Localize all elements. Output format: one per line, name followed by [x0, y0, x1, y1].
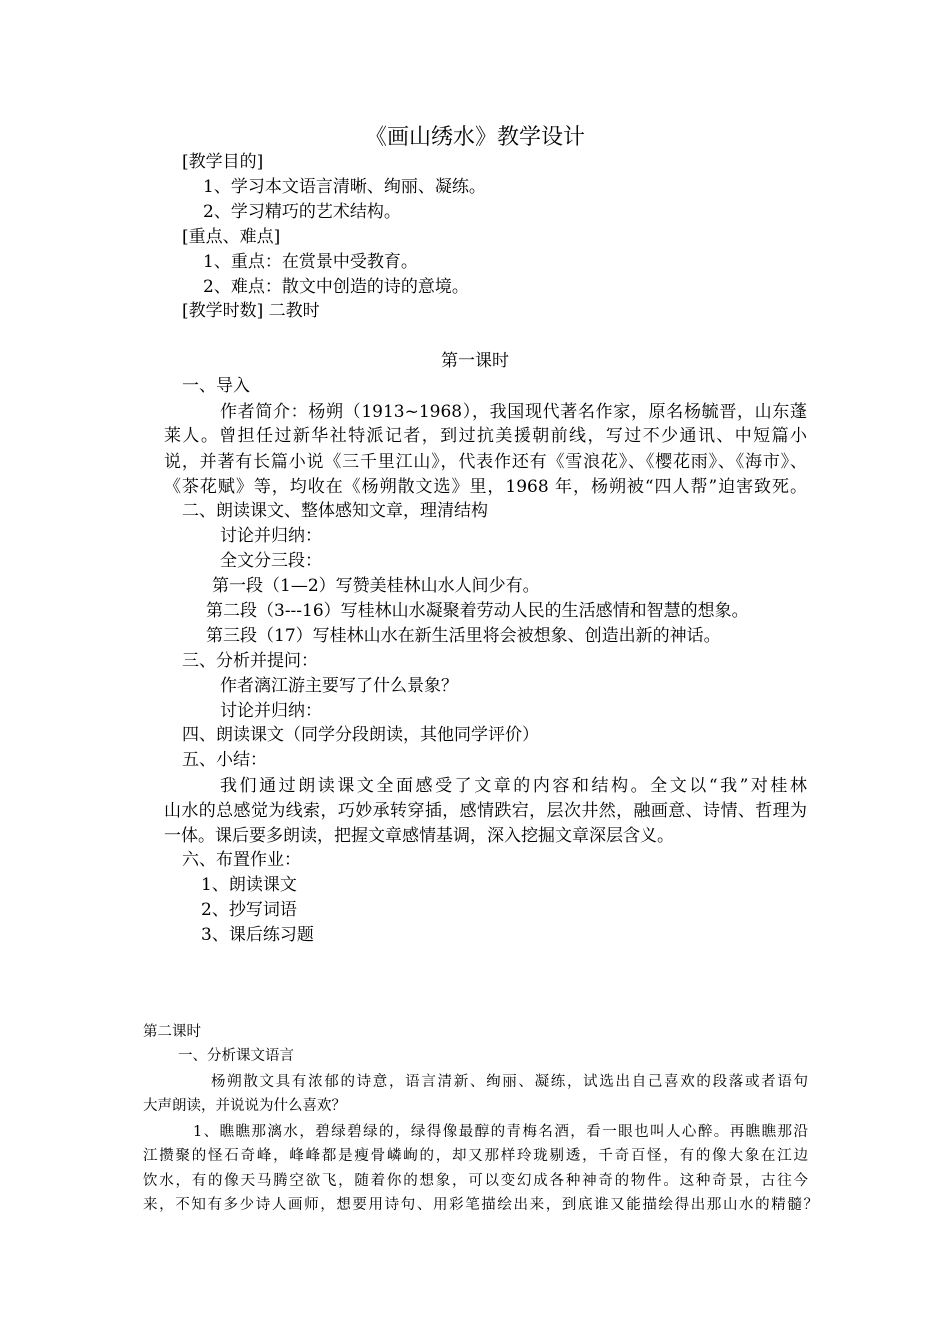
- author-bio-line: 说，并著有长篇小说《三千里江山》，代表作还有《雪浪花》、《樱花雨》、《海市》、: [164, 452, 807, 472]
- part-item: 第二段（3---16）写桂林山水凝聚着劳动人民的生活感情和智慧的想象。: [206, 601, 749, 621]
- example-line: 1、瞧瞧那漓水，碧绿碧绿的，绿得像最醇的青梅名酒，看一眼也叫人心醉。再瞧瞧那沿: [193, 1124, 808, 1140]
- author-bio-line: 作者简介：杨朔（1913~1968），我国现代著名作家，原名杨毓晋，山东蓬: [220, 402, 807, 422]
- key-points-header: [重点、难点]: [182, 227, 281, 247]
- discuss-label: 讨论并归纳：: [220, 526, 322, 546]
- section-heading-summary: 五、小结：: [182, 750, 267, 770]
- section-heading-intro: 一、导入: [182, 376, 250, 396]
- lesson2-heading: 第二课时: [143, 1024, 201, 1040]
- section-heading-analyze: 三、分析并提问：: [182, 651, 318, 671]
- section-heading-language: 一、分析课文语言: [178, 1048, 294, 1064]
- example-line: 来，不知有多少诗人画师，想要用诗句、用彩笔描绘出来，到底谁又能描绘得出那山水的精髓？: [143, 1197, 818, 1213]
- example-line: 江攒聚的怪石奇峰，峰峰都是瘦骨嶙峋的，却又那样玲珑剔透，千奇百怪，有的像大象在江边: [143, 1148, 808, 1164]
- discuss-label: 讨论并归纳：: [220, 701, 322, 721]
- part-item: 第三段（17）写桂林山水在新生活里将会被想象、创造出新的神话。: [206, 626, 721, 646]
- homework-item: 2、抄写词语: [201, 900, 297, 920]
- homework-item: 3、课后练习题: [201, 925, 314, 945]
- lesson2-intro-line: 大声朗读，并说说为什么喜欢？: [143, 1098, 346, 1114]
- objectives-header: [教学目的]: [182, 152, 264, 172]
- teaching-hours: [教学时数] 二教时: [182, 301, 320, 321]
- lesson2-intro-line: 杨朔散文具有浓郁的诗意，语言清新、绚丽、凝练，试选出自己喜欢的段落或者语句: [211, 1074, 808, 1090]
- document-title: 《画山绣水》教学设计: [364, 125, 585, 150]
- author-bio-line: 《茶花赋》等，均收在《杨朔散文选》里，1968 年，杨朔被“四人帮”迫害致死。: [164, 477, 807, 497]
- summary-line: 山水的总感觉为线索，巧妙承转穿插，感情跌宕，层次井然，融画意、诗情、哲理为: [164, 801, 807, 821]
- summary-line: 一体。课后要多朗读，把握文章感情基调，深入挖掘文章深层含义。: [164, 826, 674, 846]
- section-heading-reread: 四、朗读课文（同学分段朗读，其他同学评价）: [182, 725, 539, 745]
- homework-item: 1、朗读课文: [201, 875, 297, 895]
- example-line: 饮水，有的像天马腾空欲飞，随着你的想象，可以变幻成各种神奇的物件。这种奇景，古往今: [143, 1173, 808, 1189]
- objective-item: 1、学习本文语言清晰、绚丽、凝练。: [203, 177, 486, 197]
- section-heading-homework: 六、布置作业：: [182, 850, 301, 870]
- lesson1-heading: 第一课时: [441, 351, 509, 371]
- question-text: 作者漓江游主要写了什么景象？: [220, 676, 458, 696]
- key-point-item: 2、难点：散文中创造的诗的意境。: [203, 277, 469, 297]
- objective-item: 2、学习精巧的艺术结构。: [203, 202, 401, 222]
- key-point-item: 1、重点：在赏景中受教育。: [203, 252, 418, 272]
- section-heading-read: 二、朗读课文、整体感知文章，理清结构: [182, 501, 488, 521]
- part-item: 第一段（1—2）写赞美桂林山水人间少有。: [212, 576, 540, 596]
- author-bio-line: 莱人。曾担任过新华社特派记者，到过抗美援朝前线，写过不少通讯、中短篇小: [164, 426, 807, 446]
- three-parts-label: 全文分三段：: [220, 551, 322, 571]
- summary-line: 我们通过朗读课文全面感受了文章的内容和结构。全文以“我”对桂林: [220, 776, 807, 796]
